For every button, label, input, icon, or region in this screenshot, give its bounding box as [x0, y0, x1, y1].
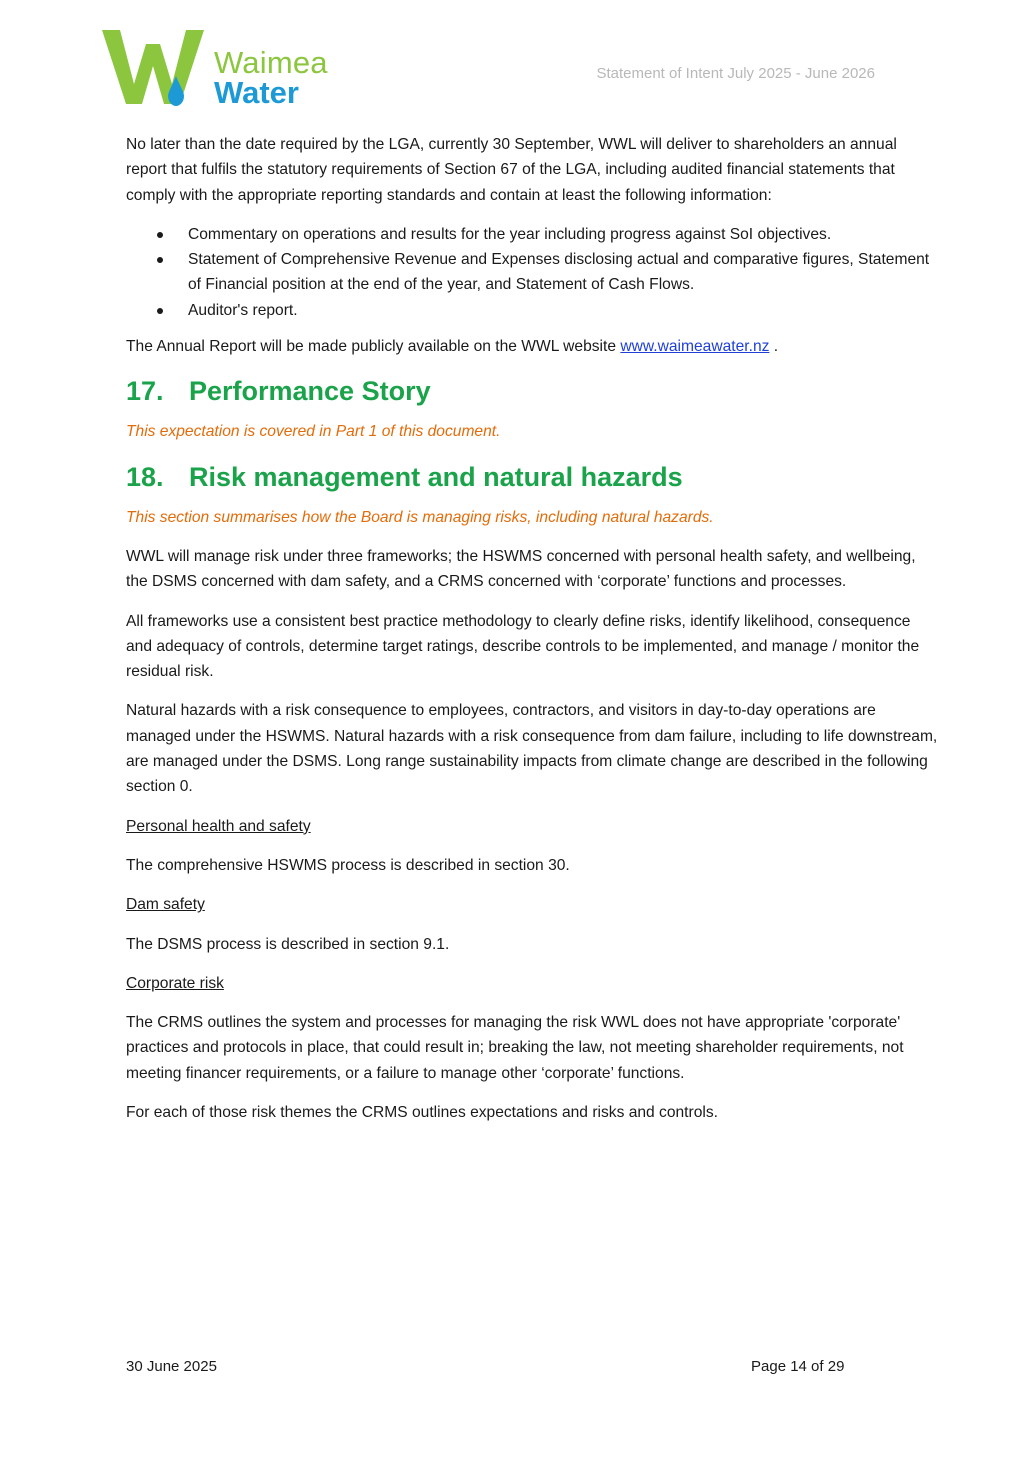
list-item-text: Auditor's report.	[188, 301, 298, 319]
header-document-title: Statement of Intent July 2025 - June 2026	[596, 65, 875, 82]
corporate-risk-subheading: Corporate risk	[126, 974, 224, 992]
website-link[interactable]: www.waimeawater.nz	[620, 338, 770, 356]
annual-report-contents-list	[126, 222, 938, 323]
footer-date: 30 June 2025	[126, 1358, 217, 1375]
closing-paragraph: For each of those risk themes the CRMS outlines expectations and risks and controls.	[126, 1104, 718, 1122]
section-17-heading	[126, 373, 938, 409]
bullet-icon	[157, 308, 163, 314]
section-17-note: This expectation is covered in Part 1 of this document.	[126, 423, 501, 441]
methodology-paragraph: All frameworks use a consistent best practice methodology to clearly define risks, identify likelihood, consequence and adequacy of controls, determine target ratings, describe controls to be implemented, and manage / monitor the residual risk.	[126, 612, 920, 681]
main-content	[126, 132, 938, 1139]
frameworks-paragraph: WWL will manage risk under three frameworks; the HSWMS concerned with personal health safety, and wellbeing, the DSMS concerned with dam safety, and a CRMS concerned with ‘corporate’ functions and processes.	[126, 547, 916, 591]
list-item	[188, 222, 938, 247]
section-18-title: Risk management and natural hazards	[189, 461, 683, 492]
logo-wordmark	[214, 45, 328, 110]
availability-end: .	[769, 338, 779, 356]
logo-waimea-text: Waimea	[214, 45, 328, 80]
section-18-number: 18.	[126, 461, 164, 492]
list-item	[188, 247, 938, 298]
dam-safety-subheading: Dam safety	[126, 896, 205, 914]
bullet-icon	[157, 232, 163, 238]
personal-health-safety-text: The comprehensive HSWMS process is described in section 30.	[126, 856, 570, 874]
list-item-text: Statement of Comprehensive Revenue and Expenses disclosing actual and comparative figures, Statement of Financial position at the end of the year, and Statement of Cash Flows.	[188, 251, 930, 294]
corporate-risk-text: The CRMS outlines the system and processes for managing the risk WWL does not have appropriate 'corporate' practices and protocols in place, that could result in; breaking the law, not meeting shareholder requirements, not meeting financer requirements, or a failure to manage other ‘corporate’ functions.	[126, 1014, 904, 1082]
personal-health-safety-subheading: Personal health and safety	[126, 817, 311, 835]
waimea-water-logo	[100, 24, 340, 114]
section-18-note: This section summarises how the Board is managing risks, including natural hazards.	[126, 508, 714, 526]
list-item-text: Commentary on operations and results for the year including progress against SoI objectives.	[188, 225, 832, 243]
logo-water-text: Water	[214, 75, 299, 110]
section-18-heading	[126, 459, 938, 495]
intro-paragraph: No later than the date required by the LGA, currently 30 September, WWL will deliver to shareholders an annual report that fulfils the statutory requirements of Section 67 of the LGA, including audited financial statements that comply with the appropriate reporting standards and contain at least the following information:	[126, 136, 897, 204]
dam-safety-text: The DSMS process is described in section 9.1.	[126, 935, 450, 953]
availability-text: The Annual Report will be made publicly available on the WWL website	[126, 338, 621, 356]
natural-hazards-paragraph: Natural hazards with a risk consequence to employees, contractors, and visitors in day-to-day operations are managed under the HSWMS. Natural hazards with a risk consequence from dam failure, including to life downstream, are managed under the DSMS. Long range sustainability impacts from climate change are described in the following section 0.	[126, 702, 938, 796]
section-17-number: 17.	[126, 376, 164, 407]
section-17-title: Performance Story	[189, 376, 431, 407]
list-item	[188, 298, 938, 323]
footer-page-number: Page 14 of 29	[751, 1358, 845, 1375]
w-logo-icon	[100, 24, 210, 110]
availability-paragraph	[126, 334, 938, 359]
bullet-icon	[157, 257, 163, 263]
